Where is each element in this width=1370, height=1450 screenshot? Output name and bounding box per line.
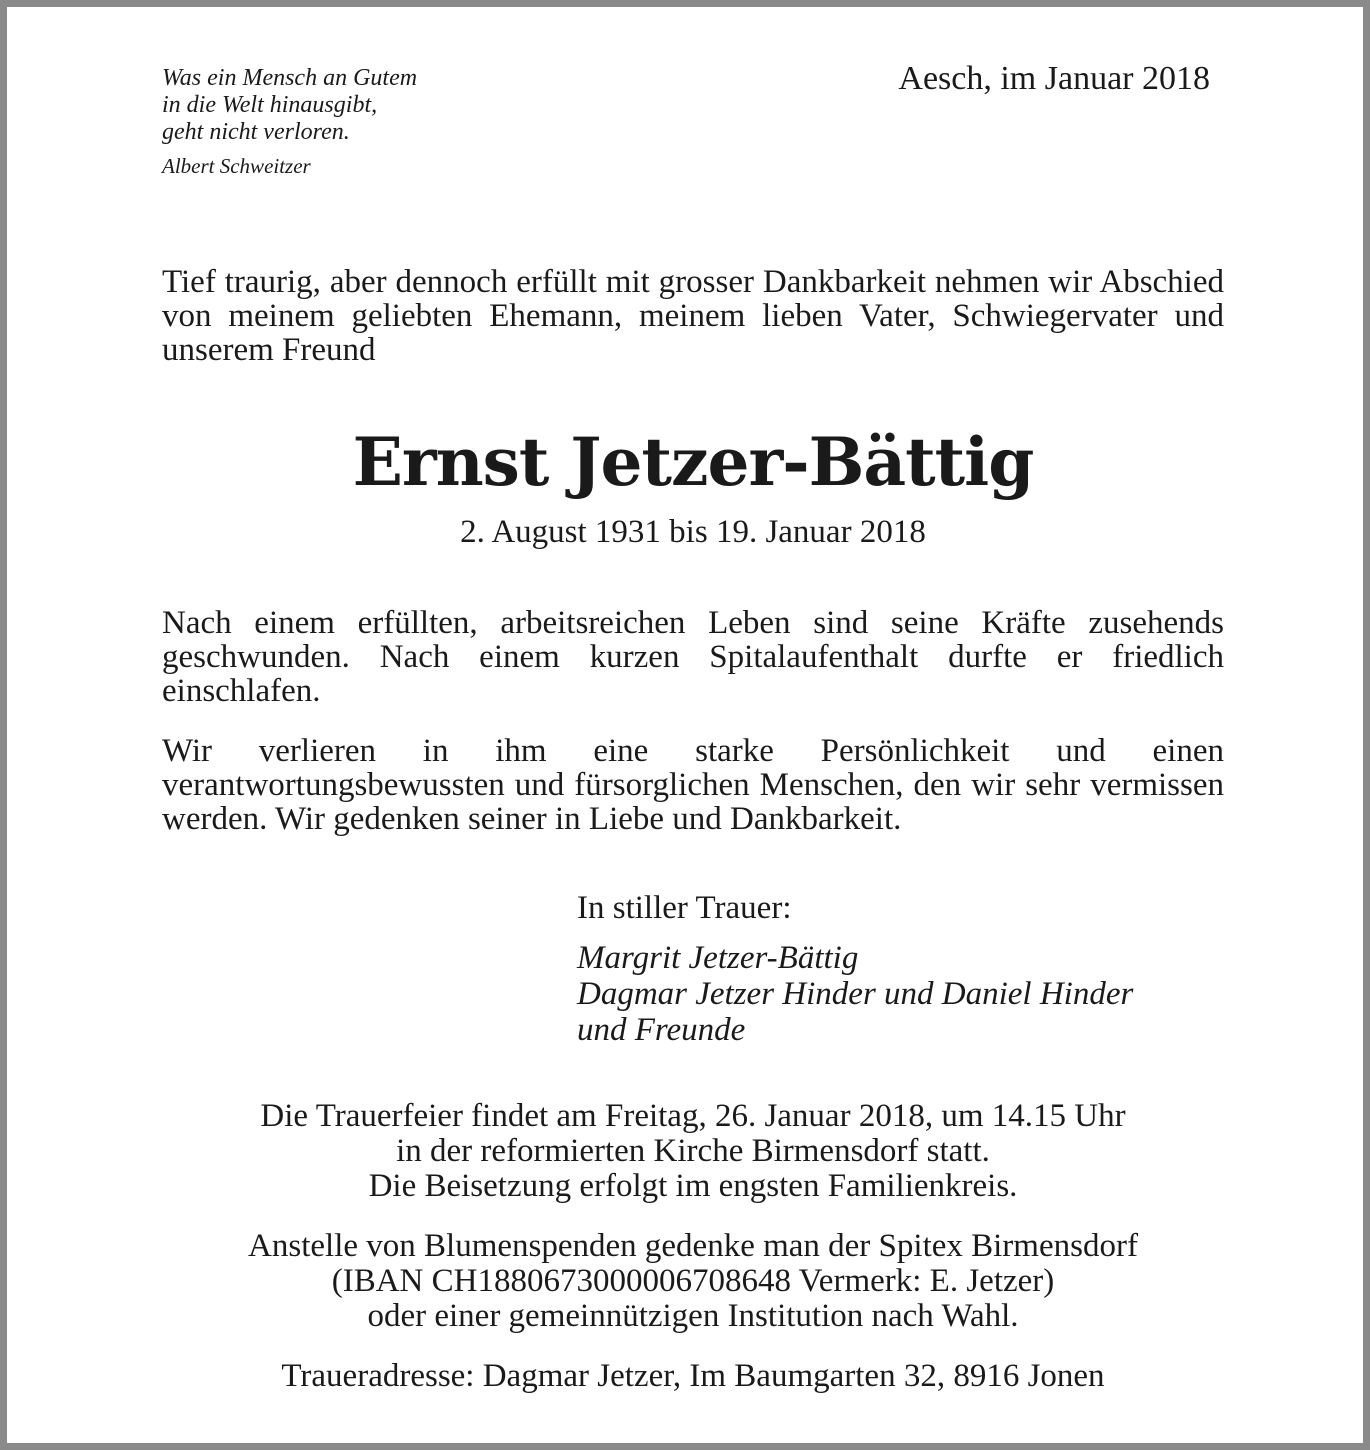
intro-text: Tief traurig, aber dennoch erfüllt mit grosser Dankbarkeit nehmen wir Abschied von meinem geliebten Ehemann, meinem lieben Vater, Schwiegervater und unserem Freund [162,264,1224,368]
mourning-address: Traueradresse: Dagmar Jetzer, Im Baumgarten 32, 8916 Jonen [281,1358,1105,1394]
donation-line: oder einer gemeinnützigen Institution nach Wahl. [367,1298,1019,1334]
donation-info [162,1229,1224,1334]
motto-quote [162,65,522,178]
mourner-name: Margrit Jetzer-Bättig [577,940,859,976]
ceremony-info [162,1099,1224,1204]
deceased-name: Ernst Jetzer-Bättig [352,423,1034,501]
mourning-block [577,890,1237,1048]
ceremony-line: in der reformierten Kirche Birmensdorf statt. [396,1133,990,1169]
ceremony-line: Die Trauerfeier findet am Freitag, 26. Januar 2018, um 14.15 Uhr [260,1098,1126,1134]
mourner-name: Dagmar Jetzer Hinder und Daniel Hinder [577,976,1134,1012]
body-paragraph: Wir verlieren in ihm eine starke Persönlichkeit und einen verantwortungsbewussten und fürsorglichen Menschen, den wir sehr vermissen werden. Wir gedenken seiner in Liebe und Dankbarkeit. [162,733,1224,837]
motto-line: in die Welt hinausgibt, [162,92,378,118]
ceremony-line: Die Beisetzung erfolgt im engsten Familienkreis. [368,1168,1018,1204]
motto-line: Was ein Mensch an Gutem [162,65,418,91]
body-paragraph: Nach einem erfüllten, arbeitsreichen Leben sind seine Kräfte zusehends geschwunden. Nach einem kurzen Spitalaufenthalt durfte er friedlich einschlafen. [162,605,1224,709]
donation-line: (IBAN CH1880673000006708648 Vermerk: E. Jetzer) [331,1263,1055,1299]
motto-line: geht nicht verloren. [162,119,350,145]
mourners-list [577,940,1237,1048]
donation-line: Anstelle von Blumenspenden gedenke man der Spitex Birmensdorf [248,1228,1138,1264]
life-dates: 2. August 1931 bis 19. Januar 2018 [460,514,926,550]
mourning-heading: In stiller Trauer: [577,890,792,926]
motto-author: Albert Schweitzer [162,154,311,178]
mourner-name: und Freunde [577,1012,746,1048]
place-date: Aesch, im Januar 2018 [898,60,1210,97]
